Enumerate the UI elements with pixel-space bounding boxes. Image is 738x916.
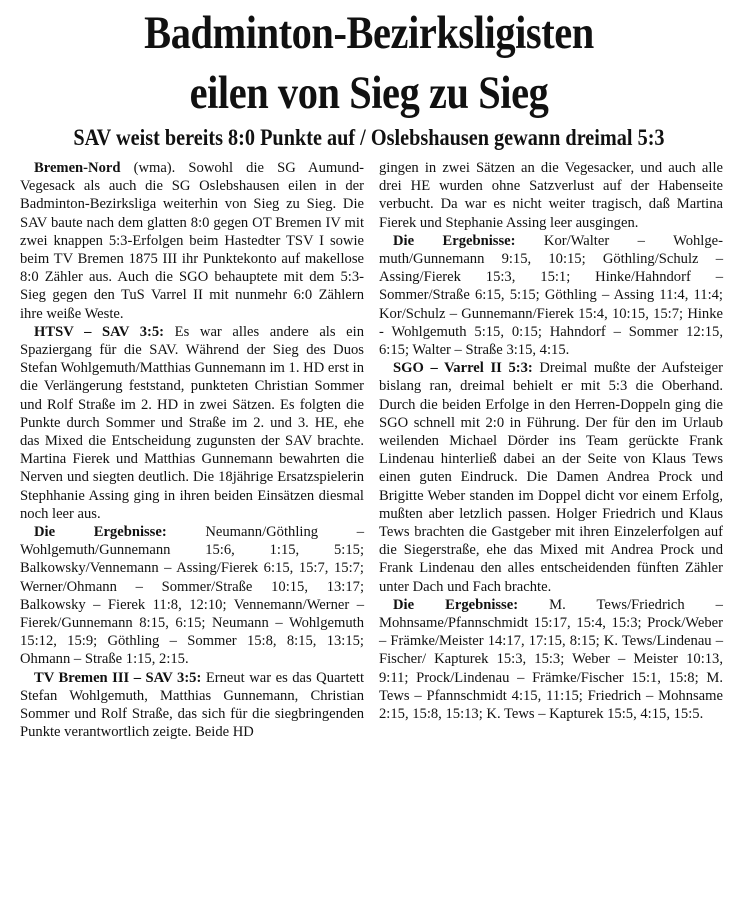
article-column-right <box>379 159 723 723</box>
results-heading: Die Ergebnisse: <box>393 232 516 249</box>
dateline: Bremen-Nord <box>34 160 121 176</box>
subheadline: SAV weist bereits 8:0 Punkte auf / Oslebshausen gewann dreimal 5:3 <box>73 125 665 150</box>
paragraph-continued <box>379 159 723 232</box>
paragraph-text: (wma). Sowohl die SG Aumund-Vegesack als auch die SG Oslebshausen eilen in der Badminton-Bezirksliga weiterhin von Sieg zu Sieg. Die SAV baute nach dem glatten 8:0 gegen OT Bremen IV mit zwei knappen 5:3-Erfolgen beim Hastedter TSV I sowie beim TV Bremen 1875 III ihr Punktekonto auf makellose 8:0 Zähler aus. Auch die SGO behauptete mit dem 5:3-Sieg gegen den TuS Varrel II mit nunmehr 6:0 Zählern ihre weiße Weste. <box>20 160 364 322</box>
paragraph-text: M. Tews/Friedrich – Mohnsame/Pfannschmidt 15:17, 15:4, 15:3; Prock/Weber – Främke/Meister 14:17, 17:15, 8:15; K. Tews/Lindenau – Fischer/ Kapturek 15:3, 15:3; Weber – Meister 10:13, 9:11; Prock/Lindenau – Främke/Fischer 15:1, 15:8; M. Tews – Pfannschmidt 4:15, 11:15; Friedrich – Mohnsame 2:15, 15:8, 15:13; K. Tews – Kapturek 15:5, 4:15, 15:5. <box>379 596 723 723</box>
paragraph-results-sgo <box>379 596 723 723</box>
paragraph-text: Kor/Walter – Wohlgemuth/Gunnemann 9:15, 10:15; Göthling/Schulz – Assing/Fierek 15:3, 15:1; Hinke/Hahndorf – Sommer/Straße 6:15, 5:15; Göthling – Assing 11:4, 11:4; Kor/Schulz – Gunnemann/Fierek 15:4, 10:15, 15:7; Hinke - Wohlgemuth 5:15, 0:15; Hahndorf – Sommer 12:15, 6:15; Walter – Straße 3:15, 4:15. <box>379 232 723 359</box>
headline-line-1: Badminton-Bezirksligisten <box>144 7 594 59</box>
article-column-left <box>20 159 364 742</box>
paragraph-htsv-sav <box>20 323 364 523</box>
results-heading: Die Ergebnisse: <box>34 524 167 541</box>
paragraph-sgo-varrel <box>379 359 723 596</box>
match-heading: TV Bremen III – SAV 3:5: <box>34 669 202 686</box>
paragraph-results-tvb <box>379 232 723 359</box>
paragraph-results-htsv <box>20 523 364 669</box>
match-heading: HTSV – SAV 3:5: <box>34 323 165 340</box>
paragraph-intro <box>20 159 364 323</box>
paragraph-text: gingen in zwei Sätzen an die Vegesacker, und auch alle drei HE wurden ohne Satzverlust auf der Habenseite verbucht. Da war es nicht weiter tragisch, daß Martina Fierek und Stephanie Assing leer ausgingen. <box>379 160 723 231</box>
paragraph-text: Erneut war es das Quartett Stefan Wohlgemuth, Matthias Gunnemann, Christian Sommer und Rolf Straße, das sich für die siegbringenden Punkte verantwortlich zeigte. Beide HD <box>20 669 364 741</box>
paragraph-text: Neumann/Göthling – Wohlgemuth/Gunnemann 15:6, 1:15, 5:15; Balkowsky/Vennemann – Assing/Fierek 6:15, 15:7, 15:7; Werner/Ohmann – Sommer/Straße 10:15, 13:17; Balkowsky – Fierek 11:8, 12:10; Vennemann/Werner – Fierek/Gunnemann 8:15, 6:15; Neumann – Wohlgemuth 15:12, 15:9; Göthling – Sommer 15:8, 8:15, 13:15; Ohmann – Straße 1:15, 2:15. <box>20 524 364 668</box>
match-heading: SGO – Varrel II 5:3: <box>393 360 533 377</box>
paragraph-tvb-sav <box>20 669 364 742</box>
paragraph-text: Es war alles andere als ein Spaziergang für die SAV. Während der Sieg des Duos Stefan Wohlgemuth/Matthias Gunnemann im 1. HD erst in die Verlängerung feststand, punkteten Christian Sommer und Rolf Straße im 2. HD in zwei Sätzen. Es folgten die Punkte durch Sommer und Straße im 2. und 3. HE, ehe das Mixed die Entscheidung zugunsten der SAV brachte. Martina Fierek und Matthias Gunnemann bewahrten die Nerven und siegten deutlich. Die 18jährige Ersatzspielerin Stephhanie Assing ging in ihren beiden Einsätzen diesmal noch leer aus. <box>20 323 364 522</box>
paragraph-text: Dreimal mußte der Aufsteiger bislang ran, dreimal behielt er mit 5:3 die Oberhand. Durch die beiden Erfolge in den Herren-Doppeln ging die SGO schnell mit 2:0 in Führung. Der für den im Urlaub weilenden Michael Dörder ins Team gerückte Frank Lindenau hinterließ dabei an der Seite von Klaus Tews einen guten Eindruck. Die Damen Andrea Prock und Brigitte Weber standen im Doppel dicht vor einem Erfolg, mußten aber letzlich passen. Holger Friedrich und Klaus Tews brachten die Gastgeber mit ihren Einzelerfolgen auf die Siegerstraße, ehe das Mixed mit Andrea Prock und Frank Lindenau den alles entscheidenden fünften Zähler unter Dach und Fach brachte. <box>379 360 723 595</box>
results-heading: Die Ergebnisse: <box>393 596 519 613</box>
headline-line-2: eilen von Sieg zu Sieg <box>189 67 549 119</box>
